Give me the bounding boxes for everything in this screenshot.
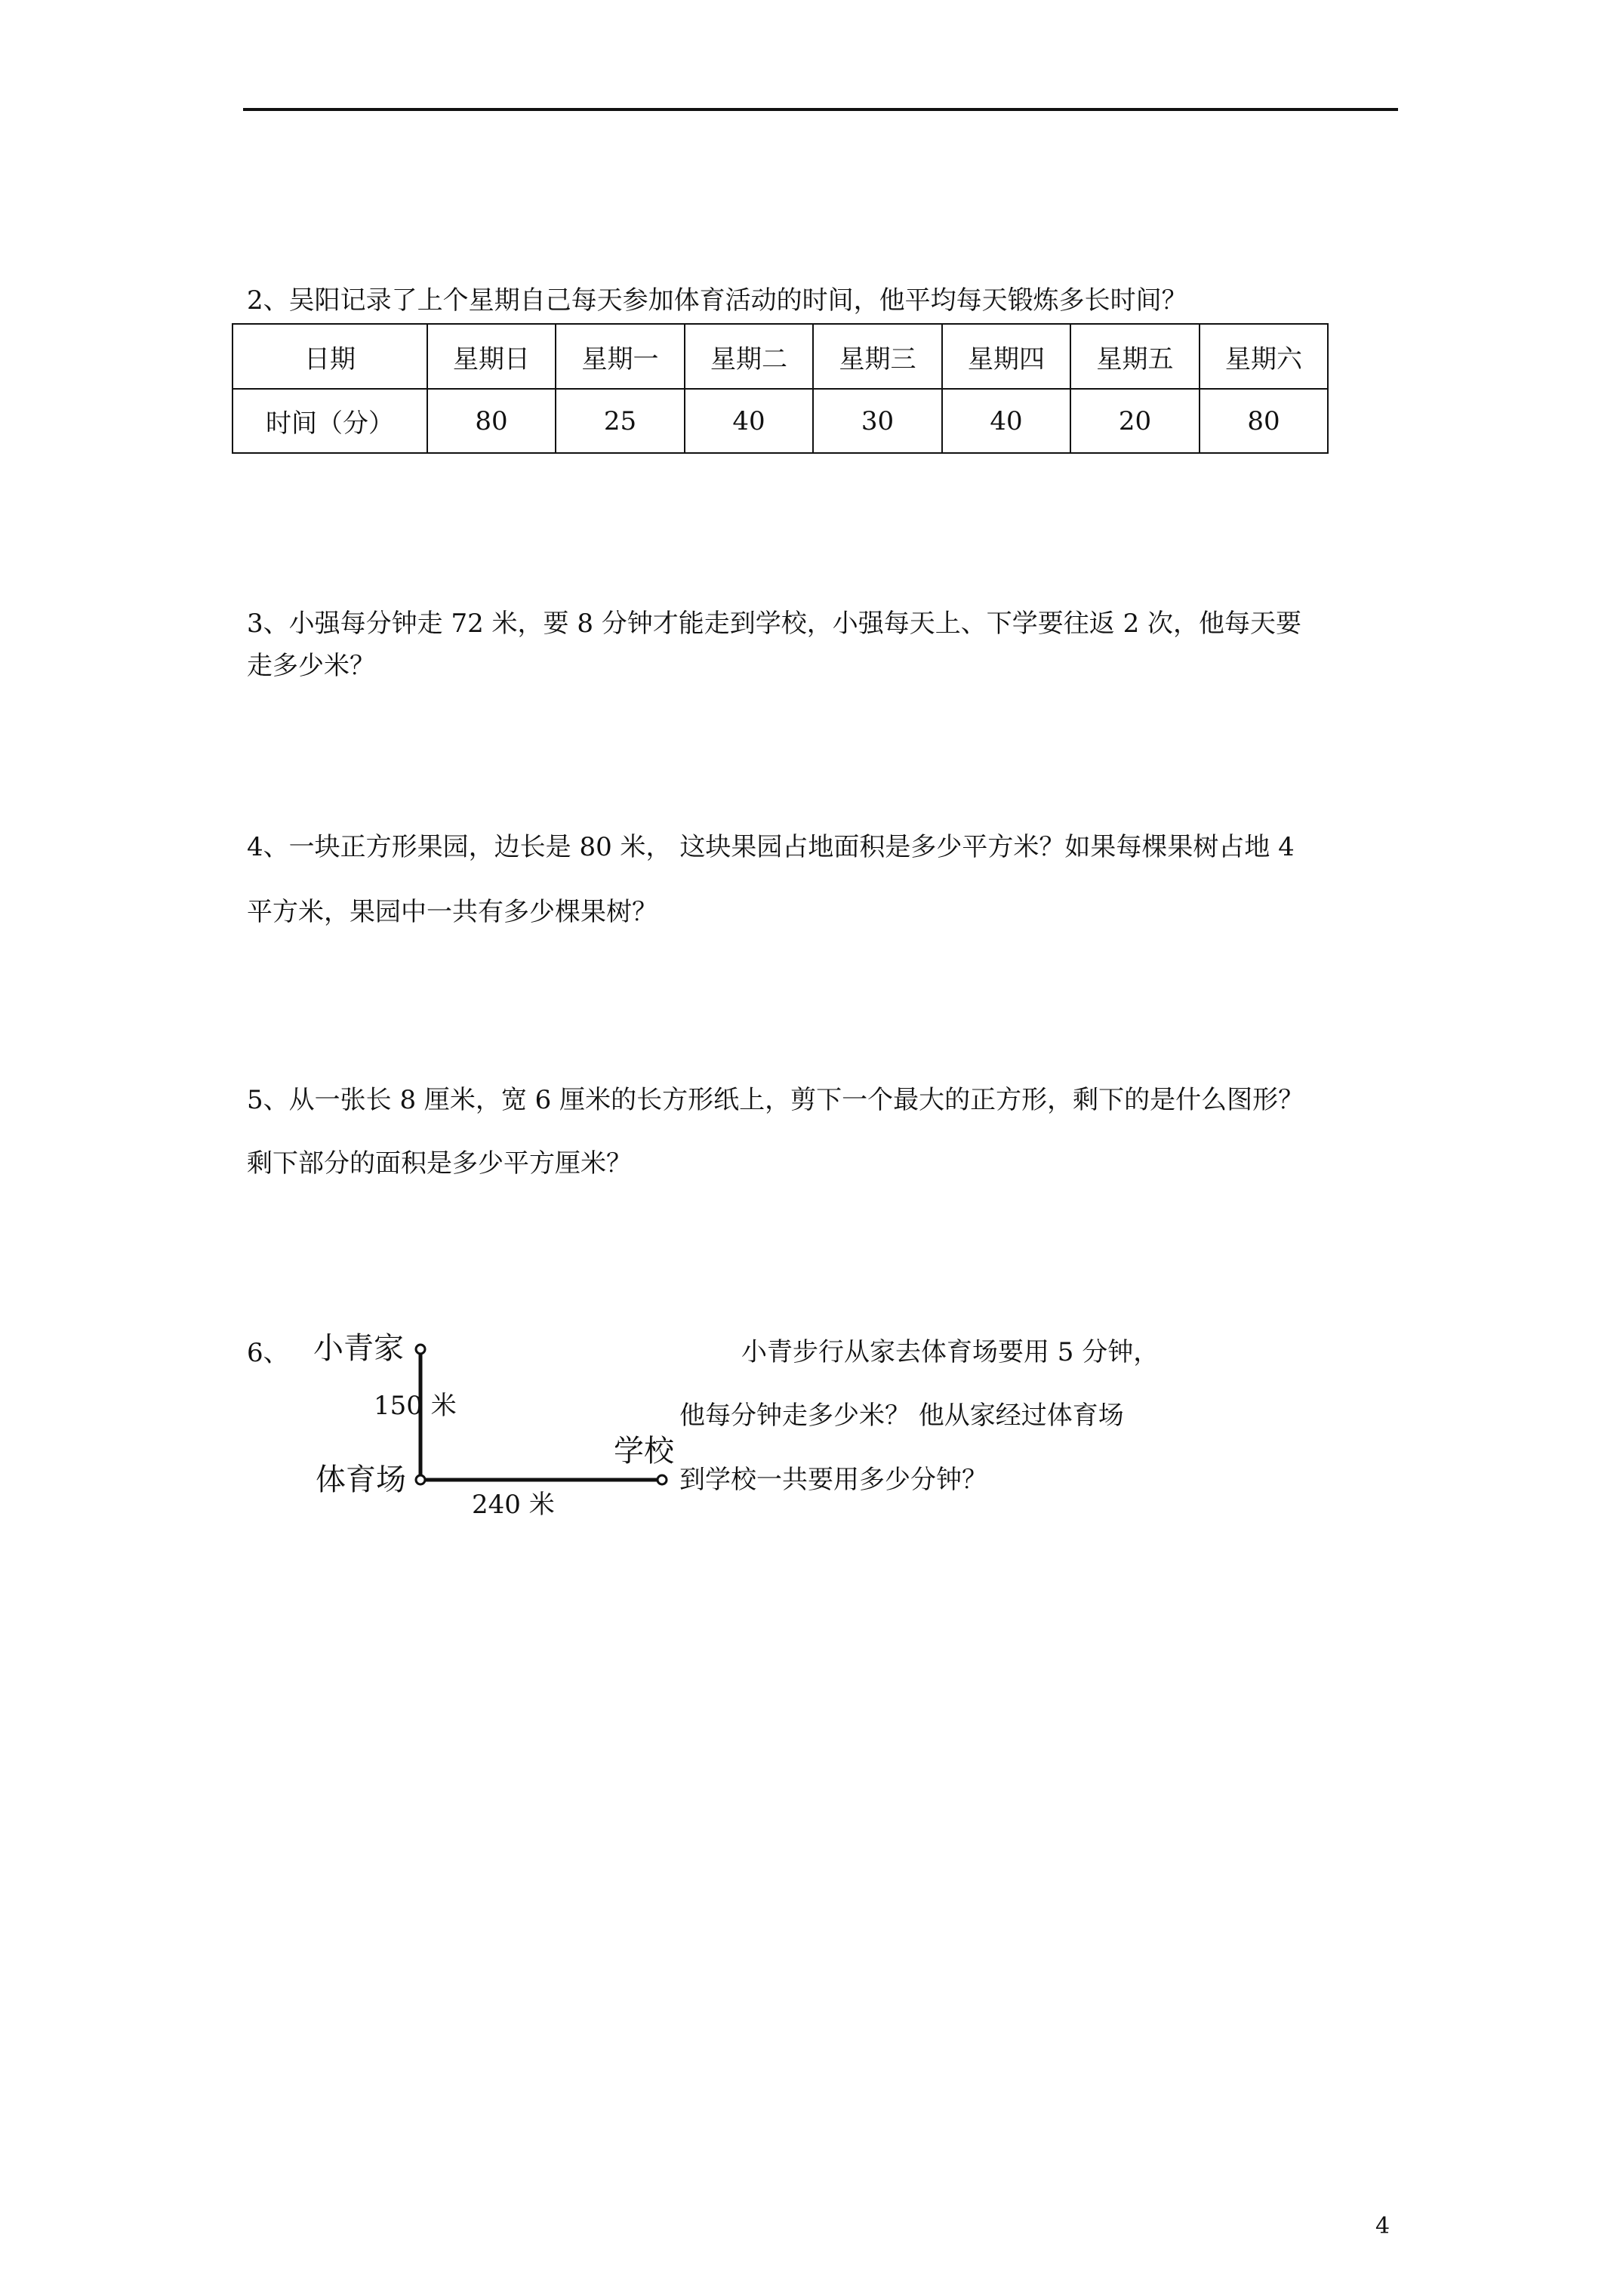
table-header-cell: 星期三: [813, 324, 942, 389]
question-5-line-2: 剩下部分的面积是多少平方厘米？: [247, 1148, 632, 1179]
table-header-cell: 星期六: [1200, 324, 1328, 389]
page-number: 4: [1375, 2213, 1390, 2239]
home-label: 小青家: [313, 1331, 404, 1366]
distance-horizontal-label: 240 米: [472, 1490, 555, 1520]
table-cell: 30: [813, 389, 942, 453]
question-4-line-2: 平方米，果园中一共有多少棵果树？: [247, 897, 658, 927]
question-6-number: 6、: [247, 1338, 289, 1368]
table-cell: 80: [427, 389, 556, 453]
table-header-cell: 星期日: [427, 324, 556, 389]
stadium-label: 体育场: [316, 1462, 406, 1497]
table-header-cell: 日期: [233, 324, 427, 389]
table-header-cell: 星期一: [556, 324, 685, 389]
school-label: 学校: [614, 1434, 674, 1469]
table-header-cell: 星期四: [942, 324, 1070, 389]
question-4-line-1: 4、一块正方形果园，边长是 80 米， 这块果园占地面积是多少平方米？如果每棵果树占地 4: [247, 832, 1295, 862]
stadium-point: [416, 1475, 425, 1484]
school-point: [658, 1475, 667, 1484]
table-cell: 20: [1070, 389, 1200, 453]
question-6-text-line-2: 他每分钟走多少米？ 他从家经过体育场: [679, 1401, 1124, 1431]
table-header-cell: 星期二: [685, 324, 813, 389]
table-cell: 时间（分）: [233, 389, 427, 453]
distance-vertical-label: 150 米: [374, 1391, 457, 1421]
question-6-text-line-1: 小青步行从家去体育场要用 5 分钟，: [741, 1337, 1160, 1367]
question-5-line-1: 5、从一张长 8 厘米，宽 6 厘米的长方形纸上，剪下一个最大的正方形，剩下的是什么图形？: [247, 1085, 1304, 1115]
question-2-text: 2、吴阳记录了上个星期自己每天参加体育活动的时间，他平均每天锻炼多长时间？: [247, 285, 1187, 316]
table-cell: 80: [1200, 389, 1328, 453]
table-cell: 40: [685, 389, 813, 453]
question-6-text-line-3: 到学校一共要用多少分钟？: [679, 1465, 987, 1495]
home-point: [416, 1345, 425, 1354]
question-3-line-2: 走多少米？: [247, 651, 375, 681]
table-cell: 25: [556, 389, 685, 453]
table-cell: 40: [942, 389, 1070, 453]
question-3-line-1: 3、小强每分钟走 72 米，要 8 分钟才能走到学校，小强每天上、下学要往返 2 次，他每天要: [247, 609, 1302, 639]
table-header-cell: 星期五: [1070, 324, 1200, 389]
